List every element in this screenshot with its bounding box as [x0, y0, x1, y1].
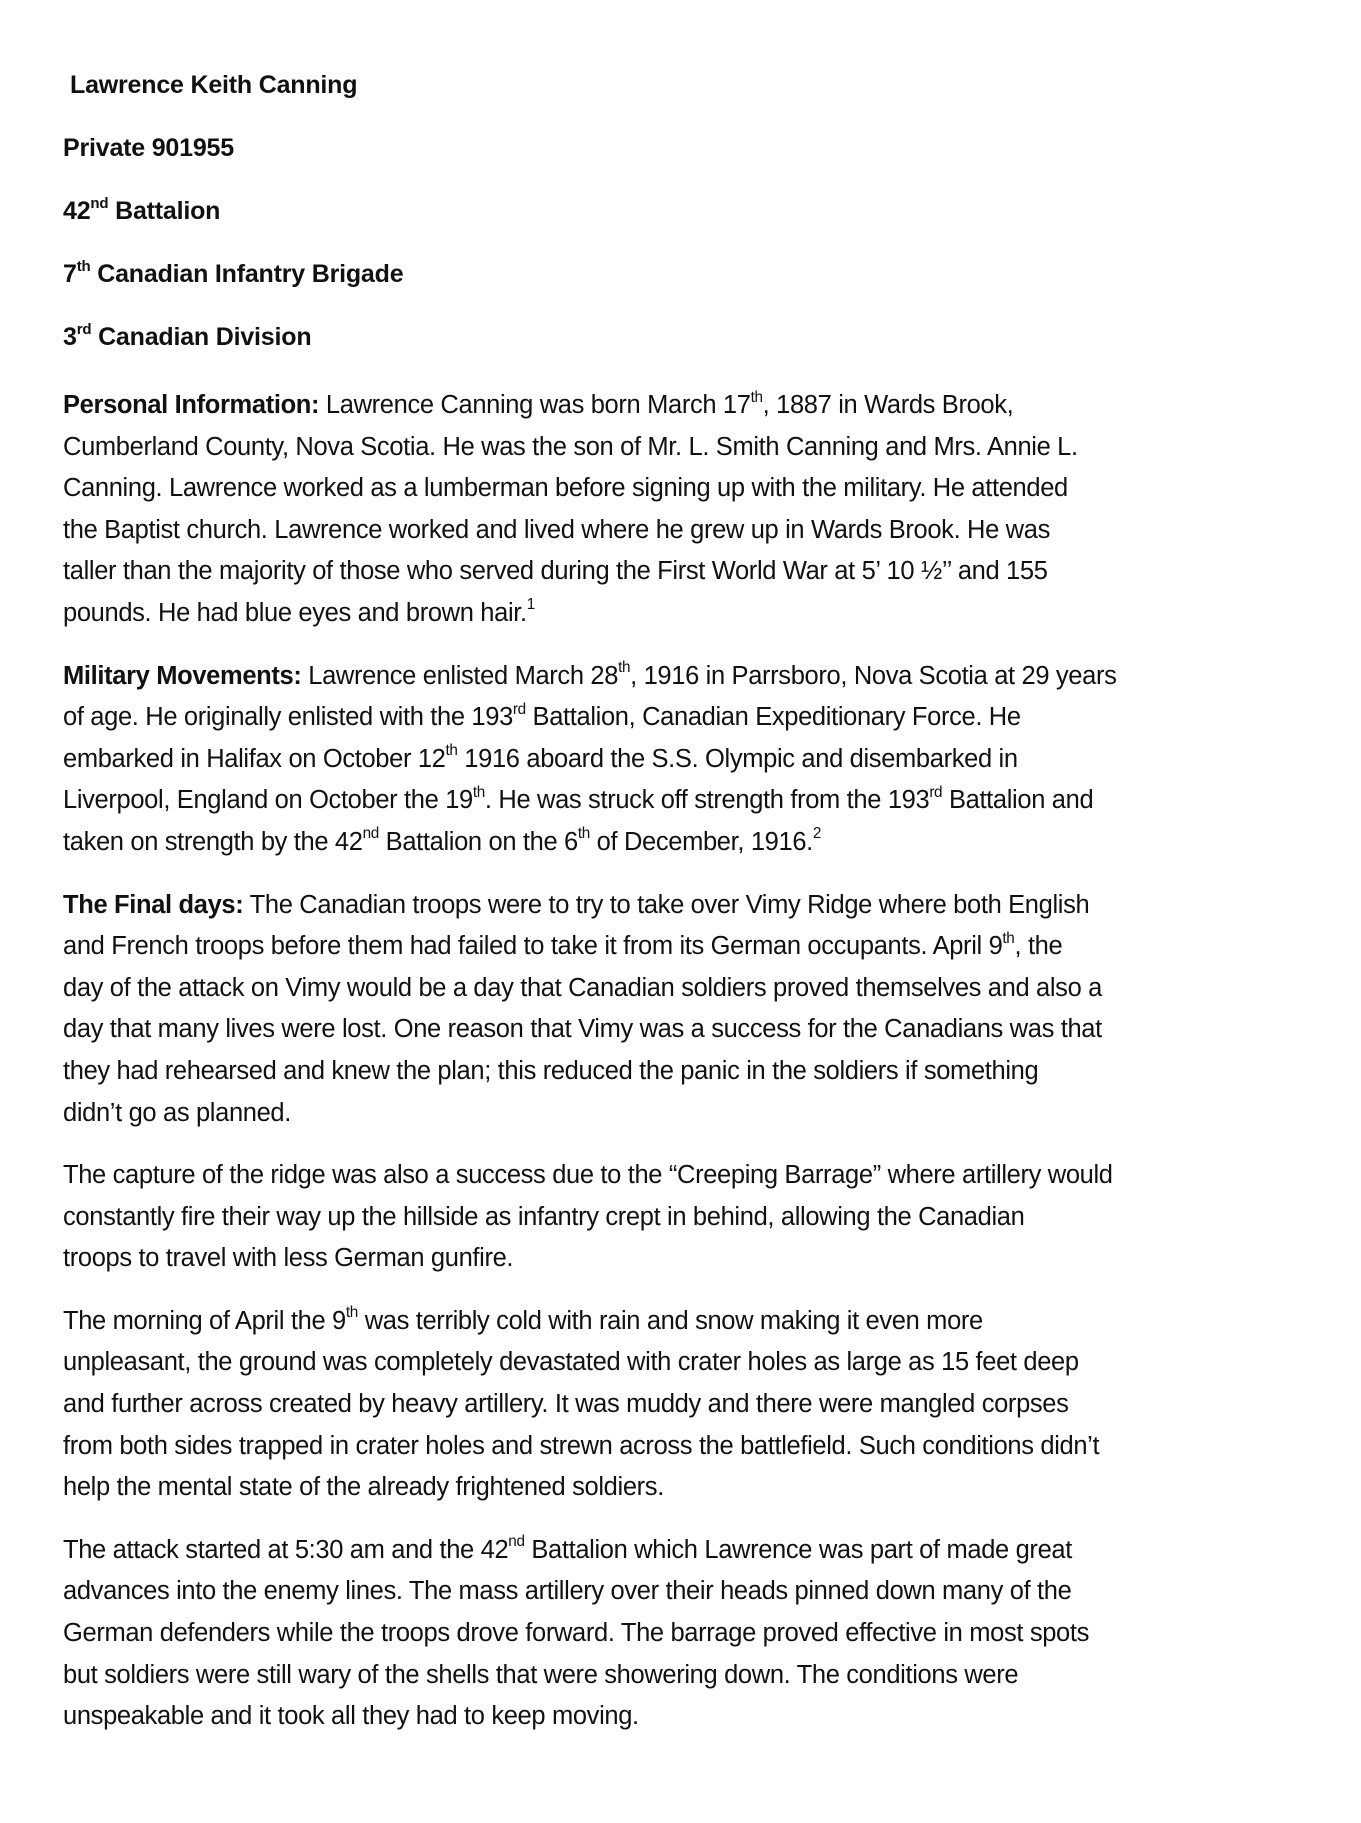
text-run: German defenders while the troops drove forward. The barrage proved effective in most spots [63, 1619, 1090, 1648]
text-line [63, 593, 1323, 635]
text-run: , the [1014, 932, 1063, 961]
text-line [63, 468, 1323, 510]
text-run: The Canadian troops were to try to take over Vimy Ridge where both English [243, 890, 1090, 919]
text-line [63, 1301, 1323, 1343]
footnote-reference: 2 [812, 825, 822, 843]
text-line [63, 926, 1323, 968]
text-run: 1916 aboard the S.S. Olympic and disembarked in [457, 744, 1018, 773]
text-line [63, 1467, 1323, 1509]
text-run: of December, 1916. [589, 827, 813, 856]
text-line [63, 1238, 1323, 1280]
text-line [63, 1426, 1323, 1468]
ordinal-suffix: nd [362, 825, 379, 843]
april-9-morning-paragraph [63, 1301, 1323, 1509]
text-run: Cumberland County, Nova Scotia. He was the son of Mr. L. Smith Canning and Mrs. Annie L. [63, 432, 1078, 461]
text-line [63, 1155, 1323, 1197]
footnote-reference: 1 [526, 596, 535, 614]
text-line [63, 1571, 1323, 1613]
division-number: 3 [63, 323, 77, 351]
text-run: they had rehearsed and knew the plan; this reduced the panic in the soldiers if something [63, 1056, 1039, 1085]
text-run: help the mental state of the already frightened soldiers. [63, 1473, 664, 1502]
text-line [63, 656, 1323, 698]
rank-and-number [63, 133, 1323, 163]
ordinal-suffix: th [577, 825, 590, 843]
battalion-label: Battalion [108, 197, 221, 225]
ordinal-suffix: th [618, 659, 631, 677]
text-line [63, 780, 1323, 822]
ordinal-suffix: th [750, 388, 763, 406]
text-run: day of the attack on Vimy would be a day that Canadian soldiers proved themselves and also a [63, 973, 1102, 1002]
section-label: Personal Information: [63, 391, 320, 419]
text-run: , 1916 in Parrsboro, Nova Scotia at 29 years [630, 661, 1117, 690]
battalion [63, 196, 1323, 226]
text-run: unpleasant, the ground was completely devastated with crater holes as large as 15 feet deep [63, 1348, 1079, 1377]
text-run: Battalion and [942, 786, 1094, 815]
text-run: Liverpool, England on October the 19 [63, 786, 473, 815]
division-label: Canadian Division [91, 323, 312, 351]
rank-number-text: Private 901955 [63, 134, 234, 162]
text-run: was terribly cold with rain and snow making it even more [357, 1306, 983, 1335]
text-run: Battalion on the 6 [378, 827, 578, 856]
text-line [63, 885, 1323, 927]
text-run: , 1887 in Wards Brook, [762, 391, 1014, 419]
text-line [63, 1197, 1323, 1239]
text-line [63, 1342, 1323, 1384]
text-line [63, 968, 1323, 1010]
text-line [63, 739, 1323, 781]
text-run: and French troops before them had failed to take it from its German occupants. April 9 [63, 932, 1003, 961]
text-run: troops to travel with less German gunfire. [63, 1244, 514, 1273]
text-run: from both sides trapped in crater holes and strewn across the battlefield. Such conditions didn’t [63, 1431, 1100, 1460]
text-run: embarked in Halifax on October 12 [63, 744, 446, 773]
soldier-name [63, 70, 1323, 100]
final-days-paragraph [63, 885, 1323, 1135]
text-run: . He was struck off strength from the 193 [484, 786, 930, 815]
text-line [63, 1655, 1323, 1697]
text-line [63, 822, 1323, 864]
personal-information-paragraph [63, 385, 1323, 635]
text-run: taller than the majority of those who served during the First World War at 5’ 10 ½’’ and 155 [63, 557, 1048, 586]
text-line [63, 1530, 1323, 1572]
ordinal-suffix: th [1002, 929, 1015, 947]
brigade-number: 7 [63, 260, 77, 288]
text-line [63, 1093, 1323, 1135]
text-run: but soldiers were still wary of the shells that were showering down. The conditions were [63, 1660, 1019, 1689]
division-ordinal: rd [76, 320, 92, 338]
text-run: constantly fire their way up the hillside as infantry crept in behind, allowing the Canadian [63, 1202, 1025, 1231]
text-run: day that many lives were lost. One reason that Vimy was a success for the Canadians was that [63, 1015, 1102, 1044]
brigade [63, 259, 1323, 289]
text-line [63, 510, 1323, 552]
ordinal-suffix: rd [929, 783, 943, 801]
section-label: The Final days: [63, 890, 244, 919]
text-run: taken on strength by the 42 [63, 827, 363, 856]
document-page [63, 70, 1323, 1759]
text-run: Battalion which Lawrence was part of made great [524, 1535, 1072, 1564]
military-movements-paragraph [63, 656, 1323, 864]
text-run: Lawrence enlisted March 28 [301, 661, 619, 690]
text-line [63, 1384, 1323, 1426]
text-line [63, 1009, 1323, 1051]
ordinal-suffix: th [445, 742, 458, 760]
text-run: Battalion, Canadian Expeditionary Force. He [525, 703, 1021, 732]
text-run: and further across created by heavy artillery. It was muddy and there were mangled corpses [63, 1390, 1069, 1419]
text-run: the Baptist church. Lawrence worked and lived where he grew up in Wards Brook. He was [63, 515, 1050, 544]
text-run: The morning of April the 9 [63, 1306, 346, 1335]
attack-paragraph [63, 1530, 1323, 1738]
text-line [63, 1696, 1323, 1738]
soldier-name-text: Lawrence Keith Canning [70, 71, 358, 99]
text-run: The attack started at 5:30 am and the 42 [63, 1535, 509, 1564]
text-line [63, 1051, 1323, 1093]
body-paragraphs [63, 385, 1323, 1738]
text-run: pounds. He had blue eyes and brown hair. [63, 598, 527, 627]
battalion-ordinal: nd [90, 194, 109, 212]
ordinal-suffix: th [472, 783, 485, 801]
text-run: unspeakable and it took all they had to keep moving. [63, 1702, 639, 1731]
brigade-ordinal: th [76, 257, 91, 275]
brigade-label: Canadian Infantry Brigade [90, 260, 404, 288]
text-run: of age. He originally enlisted with the 193 [63, 703, 513, 732]
text-line [63, 1613, 1323, 1655]
battalion-number: 42 [63, 197, 91, 225]
ordinal-suffix: nd [508, 1533, 525, 1551]
ordinal-suffix: rd [512, 700, 526, 718]
section-label: Military Movements: [63, 661, 302, 690]
text-run: The capture of the ridge was also a success due to the “Creeping Barrage” where artillery would [63, 1161, 1113, 1190]
creeping-barrage-paragraph [63, 1155, 1323, 1280]
ordinal-suffix: th [345, 1304, 358, 1322]
text-run: didn’t go as planned. [63, 1098, 292, 1127]
text-line [63, 697, 1323, 739]
text-line [63, 551, 1323, 593]
text-run: Canning. Lawrence worked as a lumberman before signing up with the military. He attended [63, 474, 1068, 503]
division [63, 322, 1323, 352]
heading-block [63, 70, 1323, 352]
text-run: Lawrence Canning was born March 17 [319, 391, 751, 419]
text-run: advances into the enemy lines. The mass artillery over their heads pinned down many of the [63, 1577, 1072, 1606]
text-line [63, 385, 1323, 427]
text-line [63, 427, 1323, 469]
